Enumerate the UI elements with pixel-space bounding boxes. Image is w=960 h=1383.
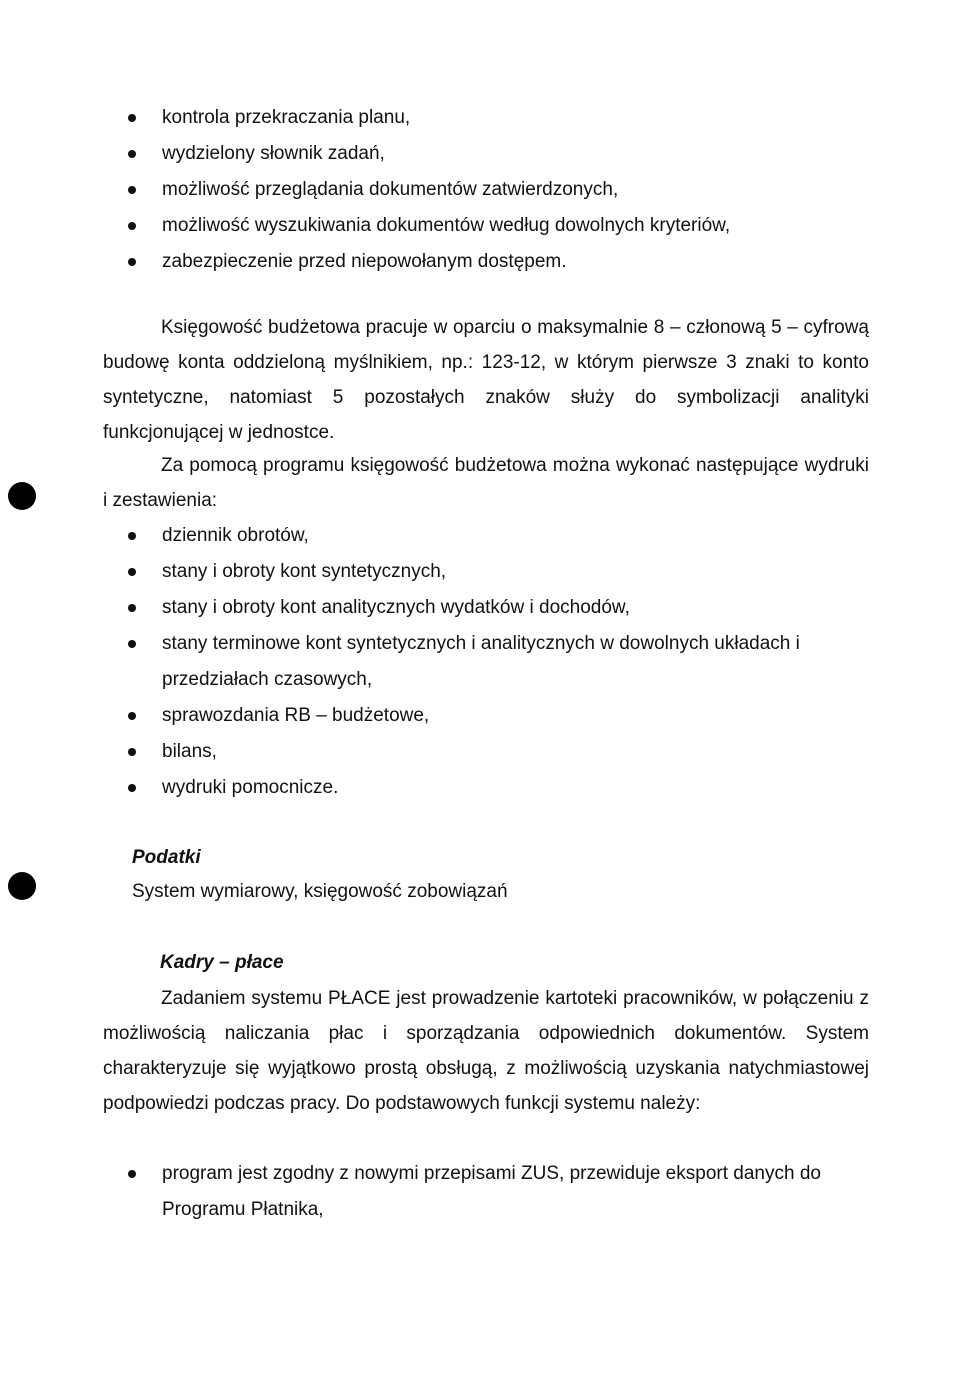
kadry-functions-list <box>162 1156 870 1228</box>
list-item: stany i obroty kont syntetycznych, <box>162 554 870 590</box>
section-title-kadry: Kadry – płace <box>160 952 284 973</box>
list-item: kontrola przekraczania planu, <box>162 100 872 136</box>
reports-intro-paragraph: Za pomocą programu księgowość budżetowa można wykonać następujące wydruki i zestawienia: <box>103 455 869 511</box>
kadry-description-paragraph: Zadaniem systemu PŁACE jest prowadzenie kartoteki pracowników, w połączeniu z możliwością naliczania płac i sporządzania odpowiednich dokumentów. System charakteryzuje się wyjątkowo prostą obsługą, z możliwością uzyskania natychmiastowej podpowiedzi podczas pracy. Do podstawowych funkcji systemu należy: <box>103 988 869 1114</box>
list-item: wydzielony słownik zadań, <box>162 136 872 172</box>
section-title-podatki: Podatki <box>132 847 201 868</box>
list-item: stany terminowe kont syntetycznych i analitycznych w dowolnych układach i przedziałach czasowych, <box>162 626 870 698</box>
punch-hole-mark <box>8 872 36 900</box>
punch-hole-mark <box>8 482 36 510</box>
account-structure-paragraph: Księgowość budżetowa pracuje w oparciu o maksymalnie 8 – członową 5 – cyfrową budowę konta oddzieloną myślnikiem, np.: 123-12, w którym pierwsze 3 znaki to konto syntetyczne, natomiast 5 pozostałych znaków służy do symbolizacji analityki funkcjonującej w jednostce. <box>103 317 869 443</box>
list-item: bilans, <box>162 734 870 770</box>
list-item: możliwość przeglądania dokumentów zatwierdzonych, <box>162 172 872 208</box>
reports-list <box>162 518 870 806</box>
list-item: zabezpieczenie przed niepowołanym dostępem. <box>162 244 872 280</box>
list-item: program jest zgodny z nowymi przepisami ZUS, przewiduje eksport danych do Programu Płatnika, <box>162 1156 870 1228</box>
list-item: możliwość wyszukiwania dokumentów według dowolnych kryteriów, <box>162 208 872 244</box>
features-list <box>162 100 872 280</box>
list-item: stany i obroty kont analitycznych wydatków i dochodów, <box>162 590 870 626</box>
list-item: dziennik obrotów, <box>162 518 870 554</box>
list-item: sprawozdania RB – budżetowe, <box>162 698 870 734</box>
section-text-podatki: System wymiarowy, księgowość zobowiązań <box>132 881 508 902</box>
list-item: wydruki pomocnicze. <box>162 770 870 806</box>
